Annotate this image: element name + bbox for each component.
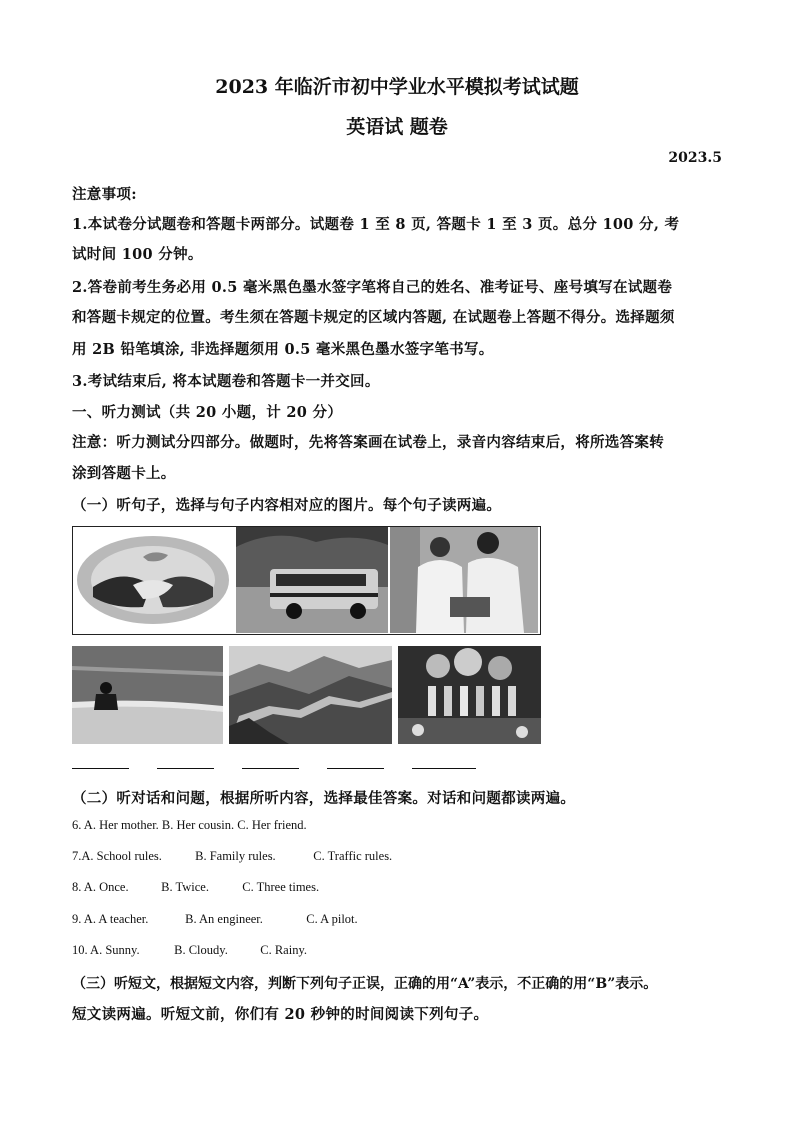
notice-item-2-line-1: 2.答卷前考生务必用 0.5 毫米黑色墨水签字笔将自己的姓名、准考证号、座号填写在试题卷 [72,279,673,296]
question-6 [72,818,307,833]
page-title: 2023 年临沂市初中学业水平模拟考试试题 [215,76,579,98]
page-subtitle: 英语试 题卷 [346,116,448,138]
question-8-option-b: B. Twice. [161,880,209,894]
answer-blank-2[interactable] [157,768,214,769]
question-9 [72,912,358,927]
question-7 [72,849,392,864]
notice-item-1-line-2: 试时间 100 分钟。 [72,246,203,263]
notice-item-2-line-3: 用 2B 铅笔填涂, 非选择题须用 0.5 毫米黑色墨水签字笔书写。 [72,341,494,358]
exam-date: 2023.5 [668,150,722,166]
question-7-option-c: C. Traffic rules. [313,849,393,863]
part-2-instruction: （二）听对话和问题，根据所听内容，选择最佳答案。对话和问题都读两遍。 [72,790,576,807]
part-3-instruction-line-1: （三）听短文，根据短文内容，判断下列句子正误，正确的用“A”表示，不正确的用“B”表示。 [72,976,658,992]
school-bus-image [236,527,388,633]
notice-item-3: 3.考试结束后, 将本试题卷和答题卡一并交回。 [72,373,380,390]
section-heading: 一、听力测试（共 20 小题，计 20 分） [72,404,343,421]
question-6-option-c: C. Her friend. [237,818,307,832]
question-7-option-b: B. Family rules. [195,849,276,863]
question-10-option-a: 10. A. Sunny. [72,943,140,957]
question-9-option-a: 9. A. A teacher. [72,912,149,926]
beach-child-image [72,646,223,744]
handshake-image [73,527,234,633]
part-1-instruction: （一）听句子，选择与句子内容相对应的图片。每个句子读两遍。 [72,497,502,514]
great-wall-image [229,646,392,744]
answer-blank-5[interactable] [412,768,476,769]
question-10-option-b: B. Cloudy. [174,943,228,957]
section-note-line-2: 涂到答题卡上。 [72,465,176,482]
answer-blank-3[interactable] [242,768,299,769]
question-8-option-c: C. Three times. [242,880,320,894]
question-9-option-c: C. A pilot. [306,912,358,926]
question-7-option-a: 7.A. School rules. [72,849,162,863]
question-6-option-b: B. Her cousin. [161,818,235,832]
question-9-option-b: B. An engineer. [185,912,263,926]
notice-heading: 注意事项: [72,186,137,203]
question-8 [72,880,319,895]
question-10-option-c: C. Rainy. [260,943,308,957]
question-6-option-a: 6. A. Her mother. [72,818,159,832]
notice-item-2-line-2: 和答题卡规定的位置。考生须在答题卡规定的区域内答题, 在试题卷上答题不得分。选择题须 [72,309,675,326]
answer-blank-4[interactable] [327,768,384,769]
question-8-option-a: 8. A. Once. [72,880,129,894]
stage-performance-image [398,646,541,744]
notice-item-1-line-1: 1.本试卷分试题卷和答题卡两部分。试题卷 1 至 8 页, 答题卡 1 至 3 页。总分 100 分, 考 [72,216,680,233]
section-note-line-1: 注意：听力测试分四部分。做题时，先将答案画在试卷上，录音内容结束后，将所选答案转 [72,434,664,451]
answer-blank-1[interactable] [72,768,129,769]
part-3-instruction-line-2: 短文读两遍。听短文前，你们有 20 秒钟的时间阅读下列句子。 [72,1006,489,1023]
question-10 [72,943,307,958]
doctors-image [390,527,538,633]
